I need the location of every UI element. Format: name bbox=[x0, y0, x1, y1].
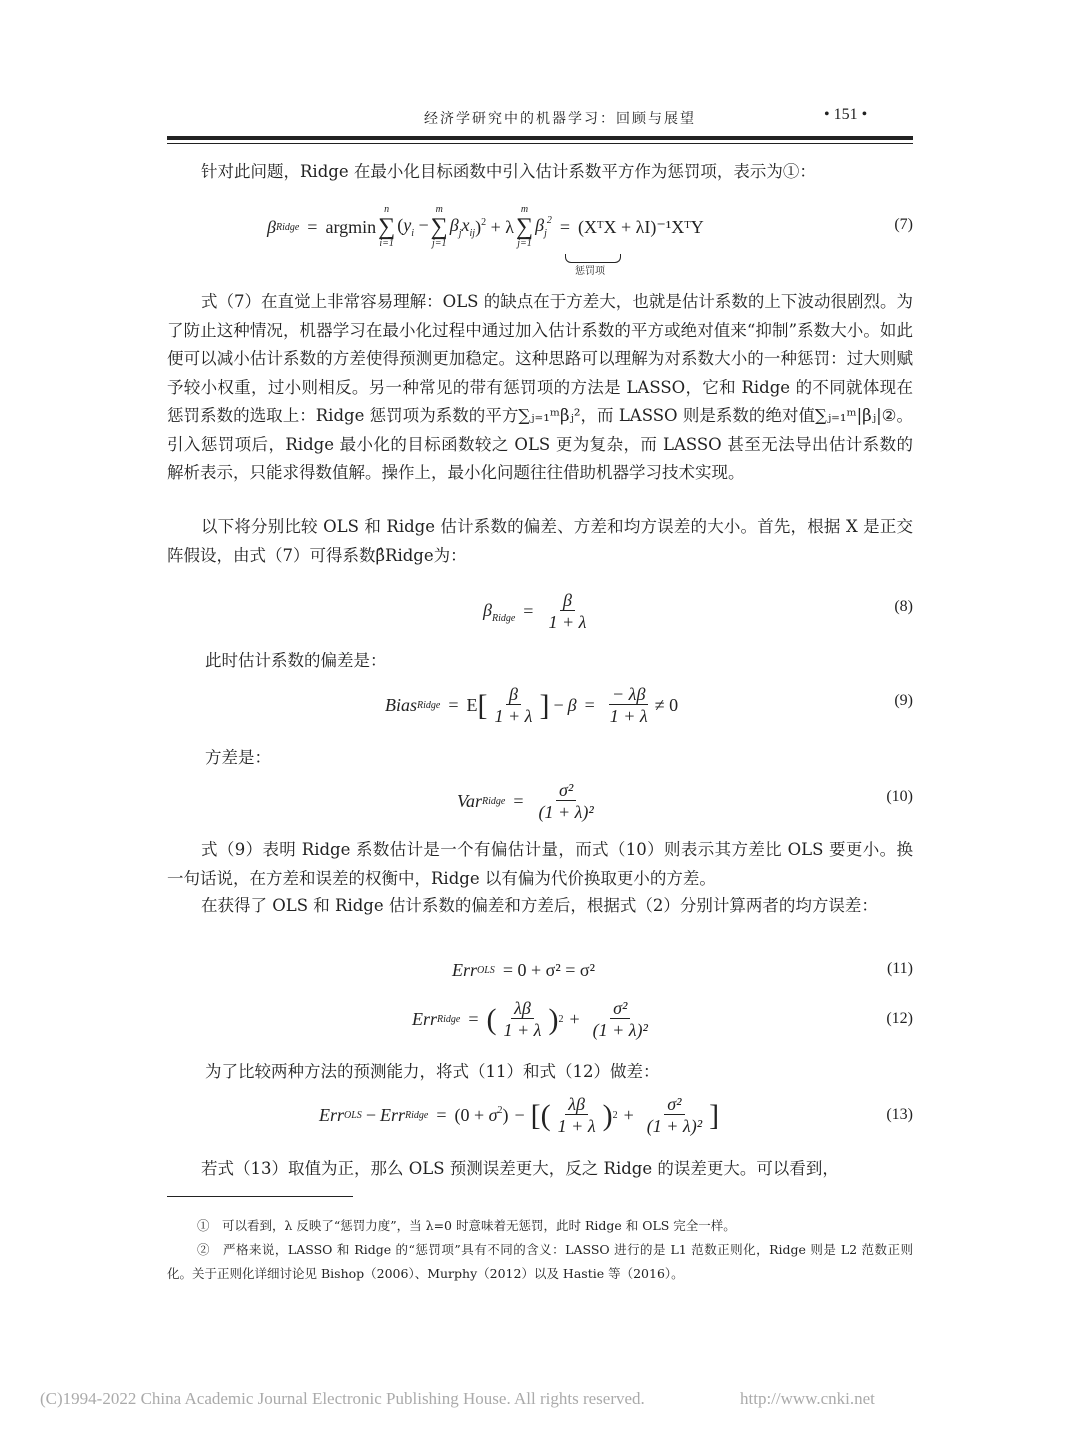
equation-7: β Ridge = argmin n ∑ i=1 ($y_i$ − m ∑ j=1 $\beta_jx_{ij}$ )$^2$ + λ m ∑ j=1 $\beta_j^2$ = (XᵀX + λI)⁻¹XᵀY 惩罚项 (7) bbox=[267, 204, 913, 277]
copyright-bar bbox=[40, 1389, 1040, 1409]
equation-12: Err Ridge = ( $\frac{\lambda\beta}{1 + \lambda}$ ) 2 + $\frac{\text{σ²}}{\text{(1 + λ)²}}$ (12) bbox=[412, 998, 913, 1040]
paragraph-5: 方差是： bbox=[205, 748, 271, 767]
eq8-numerator: β bbox=[560, 590, 575, 611]
eq7-lhs: β bbox=[267, 216, 276, 237]
equation-10: Var Ridge = $\frac{\text{σ²}}{\text{(1 + λ)²}}$ (10) bbox=[457, 780, 913, 822]
eq10-lhs-sub: Ridge bbox=[482, 796, 506, 807]
fraction bbox=[607, 684, 651, 727]
paragraph-6: 式（9）表明 Ridge 系数估计是一个有偏估计量，而式（10）则表示其方差比 OLS 要更小。换一句话说，在方差和误差的权衡中，Ridge 以有偏为代价换取更小的方差。 bbox=[167, 840, 913, 888]
equation-13: Err OLS − Err Ridge = $(0 + \sigma^2)$ − [ ( $\frac{\lambda\beta}{1 + \lambda}$ ) 2 + $\frac{\text{σ²}}{\text{(1 + λ)²}}$ ] (13) bbox=[319, 1094, 913, 1136]
eq9-numerator-2: − λβ bbox=[609, 684, 648, 705]
cnki-link[interactable]: http://www.cnki.net bbox=[740, 1389, 875, 1408]
eq9-tail: ≠ 0 bbox=[654, 695, 679, 715]
sum-symbol: m ∑ j=1 bbox=[430, 204, 448, 249]
fraction bbox=[536, 780, 597, 823]
fraction: $\frac{\text{σ²}}{\text{(1 + λ)²}}$ bbox=[592, 998, 648, 1040]
equation-11: Err OLS = 0 + σ² = σ² (11) bbox=[452, 960, 913, 980]
eq7-lhs-sub: Ridge bbox=[275, 221, 300, 233]
sum-symbol: m ∑ j=1 bbox=[515, 204, 534, 249]
eq10-lhs: Var bbox=[457, 791, 483, 811]
equation-12-number: (12) bbox=[886, 1010, 913, 1027]
eq7-rhs: (XᵀX + λI)⁻¹XᵀY bbox=[578, 216, 704, 237]
eq9-numerator-1: β bbox=[506, 684, 521, 705]
eq9-lhs: Bias bbox=[385, 695, 418, 715]
paragraph-2: 式（7）在直觉上非常容易理解：OLS 的缺点在于方差大，也就是估计系数的上下波动很剧烈。为了防止这种情况，机器学习在最小化过程中通过加入估计系数的平方或绝对值来“抑制”系数大小。如此便可以减小估计系数的方差使得预测更加稳定。这种思路可以理解为对系数大小的一种惩罚：过大则赋予较小权重，过小则相反。另一种常见的带有惩罚项的方法是 LASSO，它和 Ridge 的不同就体现在惩罚系数的选取上：Ridge 惩罚项为系数的平方∑ⱼ₌₁ᵐβⱼ²，而 LASSO 则是系数的绝对值∑ⱼ₌₁ᵐ|βⱼ|②。引入惩罚项后，Ridge 最小化的目标函数较之 OLS 更为复杂，而 LASSO 甚至无法导出估计系数的解析表示，只能求得数值解。操作上，最小化问题往往借助机器学习技术实现。 bbox=[167, 292, 913, 482]
paragraph-8: 为了比较两种方法的预测能力，将式（11）和式（12）做差： bbox=[205, 1062, 660, 1081]
eq9-denominator-1: 1 + λ bbox=[494, 706, 533, 726]
equation-7-number: (7) bbox=[894, 216, 913, 233]
paragraph-9: 若式（13）取值为正，那么 OLS 预测误差更大，反之 Ridge 的误差更大。可以看到， bbox=[201, 1159, 839, 1178]
brace-label: 惩罚项 bbox=[575, 266, 605, 277]
header-rule-thin bbox=[167, 143, 913, 144]
equation-13-number: (13) bbox=[886, 1106, 913, 1123]
page-number: • 151 • bbox=[824, 106, 868, 123]
eq10-numerator: σ² bbox=[556, 780, 576, 801]
fraction bbox=[545, 590, 589, 633]
eq7-argmin: argmin bbox=[325, 216, 377, 237]
eq11-rhs: = 0 + σ² = σ² bbox=[502, 960, 595, 980]
fraction: $\frac{\lambda\beta}{1 + \lambda}$ bbox=[503, 998, 542, 1040]
paragraph-7: 在获得了 OLS 和 Ridge 估计系数的偏差和方差后，根据式（2）分别计算两者的均方误差： bbox=[201, 896, 878, 915]
eq9-denominator-2: 1 + λ bbox=[609, 706, 648, 726]
footnote-rule bbox=[167, 1196, 353, 1197]
eq10-denominator: (1 + λ)² bbox=[538, 802, 594, 822]
equation-10-number: (10) bbox=[886, 788, 913, 805]
equation-8-number: (8) bbox=[894, 598, 913, 615]
sum-symbol: n ∑ i=1 bbox=[378, 204, 396, 249]
running-title: 经济学研究中的机器学习：回顾与展望 bbox=[424, 111, 696, 127]
paragraph-3: 以下将分别比较 OLS 和 Ridge 估计系数的偏差、方差和均方误差的大小。首先，根据 X 是正交阵假设，由式（7）可得系数β̂Ridge为： bbox=[167, 517, 913, 565]
equation-11-number: (11) bbox=[886, 960, 913, 977]
fraction: $\frac{\lambda\beta}{1 + \lambda}$ bbox=[557, 1094, 596, 1136]
equation-9: Bias Ridge = E [ $\frac{\beta}{1 + \lambda}$ ] − β = $\frac{- \lambda\beta}{1 + \lambda}$ ≠ 0 (9) bbox=[385, 684, 913, 726]
footnote-1: ① 可以看到，λ 反映了“惩罚力度”，当 λ=0 时意味着无惩罚，此时 Ridge 和 OLS 完全一样。 bbox=[197, 1218, 736, 1233]
equation-9-number: (9) bbox=[894, 692, 913, 709]
fraction bbox=[492, 684, 536, 727]
footnote-2: ② 严格来说，LASSO 和 Ridge 的“惩罚项”具有不同的含义：LASSO 进行的是 L1 范数正则化，Ridge 则是 L2 范数正则化。关于正则化详细讨论见 Bishop（2006）、Murphy（2012）以及 Hastie 等（2016）。 bbox=[167, 1242, 913, 1281]
eq9-lhs-sub: Ridge bbox=[417, 700, 441, 711]
copyright-text: (C)1994-2022 China Academic Journal Electronic Publishing House. All rights reserved. bbox=[40, 1389, 645, 1408]
header-rule-thick bbox=[167, 136, 913, 140]
paragraph-4: 此时估计系数的偏差是： bbox=[205, 651, 387, 670]
eq8-denominator: 1 + λ bbox=[548, 612, 587, 632]
paragraph-1: 针对此问题，Ridge 在最小化目标函数中引入估计系数平方作为惩罚项，表示为①： bbox=[201, 162, 816, 181]
fraction: $\frac{\text{σ²}}{\text{(1 + λ)²}}$ bbox=[646, 1094, 703, 1136]
equation-8: $\beta_{Ridge}$ = $\frac{\beta}{1 + \lambda}$ (8) bbox=[483, 590, 913, 632]
